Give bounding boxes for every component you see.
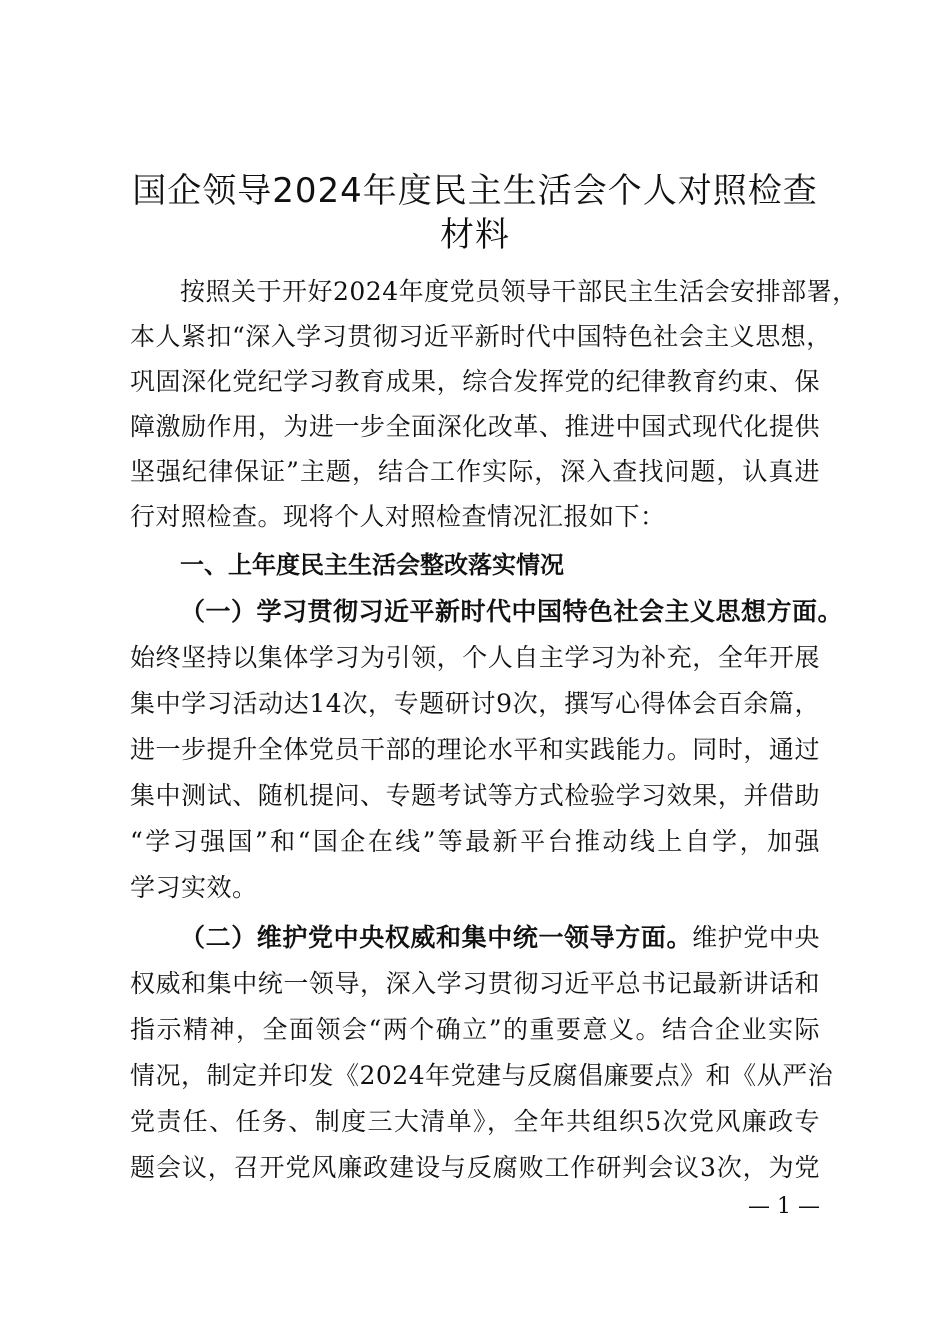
paragraph-line: 党责任、任务、制度三大清单》，全年共组织5次党风廉政专 [130,1107,820,1136]
intro-line: 障激励作用，为进一步全面深化改革、推进中国式现代化提供 [130,412,820,441]
document-title-line-1: 国企领导2024年度民主生活会个人对照检查 [132,171,818,211]
paragraph-line: 学习实效。 [130,873,258,902]
intro-line: 按照关于开好2024年度党员领导干部民主生活会安排部署， [180,277,858,306]
section-heading: 一、上年度民主生活会整改落实情况 [180,551,564,579]
paragraph-line: 情况，制定并印发《2024年党建与反腐倡廉要点》和《从严治 [130,1061,834,1090]
subsection-heading-2-line [180,918,820,958]
intro-line: 巩固深化党纪学习教育成果，综合发挥党的纪律教育约束、保 [130,367,820,396]
subsection-heading-2-tail: 维护党中央 [692,923,820,952]
intro-line: 本人紧扣“深入学习贯彻习近平新时代中国特色社会主义思想， [130,322,832,351]
paragraph-line: 题会议，召开党风廉政建设与反腐败工作研判会议3次，为党 [130,1153,820,1182]
paragraph-line: 集中测试、随机提问、专题考试等方式检验学习效果，并借助 [130,781,820,810]
document-title-line-2: 材料 [440,215,510,255]
intro-line: 坚强纪律保证”主题，结合工作实际，深入查找问题，认真进 [130,457,820,486]
paragraph-line: 指示精神，全面领会“两个确立”的重要意义。结合企业实际 [130,1015,820,1044]
paragraph-line: 进一步提升全体党员干部的理论水平和实践能力。同时，通过 [130,735,820,764]
subsection-heading-1: （一）学习贯彻习近平新时代中国特色社会主义思想方面。 [180,597,844,626]
page-number: — 1 — [748,1194,820,1219]
paragraph-line: “学习强国”和“国企在线”等最新平台推动线上自学，加强 [130,827,820,856]
subsection-heading-2: （二）维护党中央权威和集中统一领导方面。 [180,923,693,952]
intro-line: 行对照检查。现将个人对照检查情况汇报如下： [130,502,666,531]
paragraph-line: 权威和集中统一领导，深入学习贯彻习近平总书记最新讲话和 [130,969,820,998]
paragraph-line: 始终坚持以集体学习为引领，个人自主学习为补充，全年开展 [130,643,820,672]
paragraph-line: 集中学习活动达14次，专题研讨9次，撰写心得体会百余篇， [130,689,820,718]
